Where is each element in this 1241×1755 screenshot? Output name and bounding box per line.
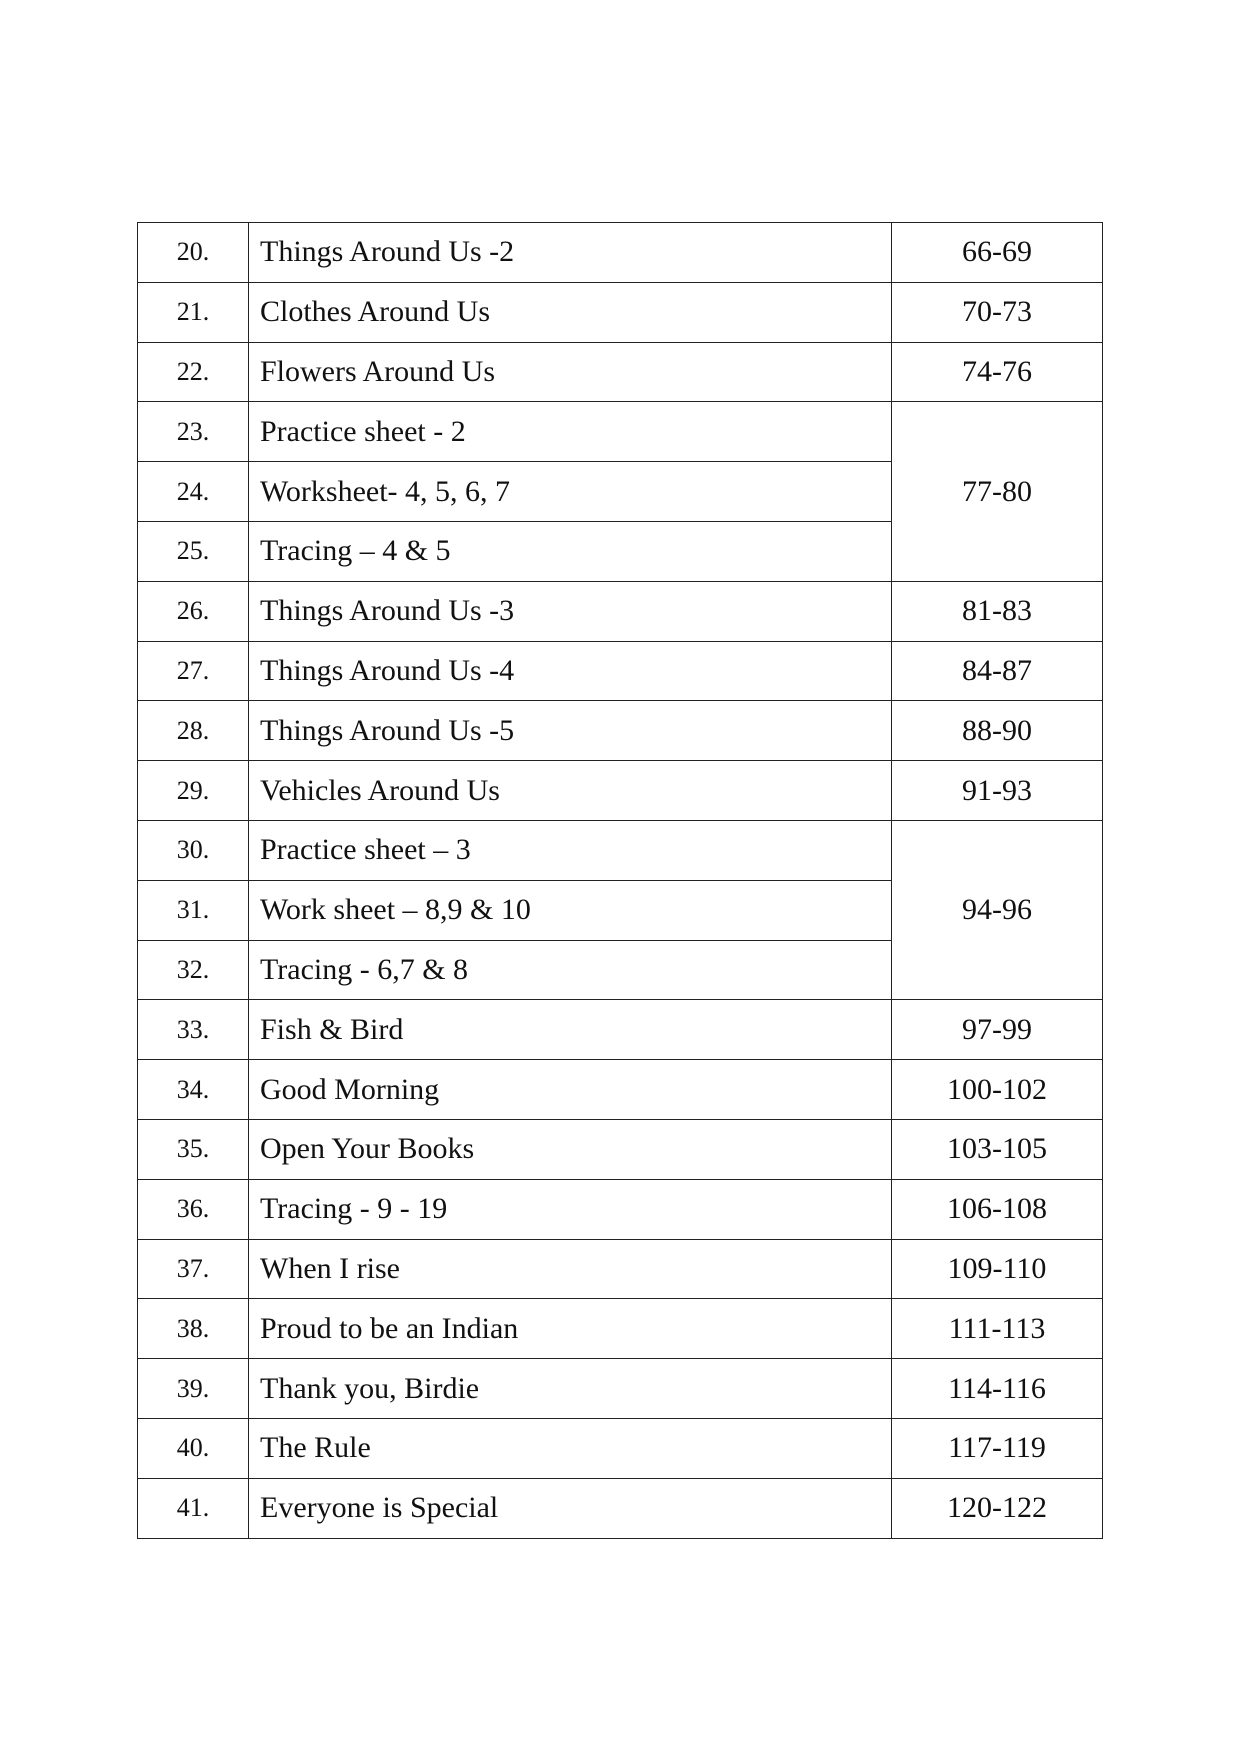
page-range: 109-110 bbox=[892, 1239, 1103, 1299]
page-range: 117-119 bbox=[892, 1418, 1103, 1478]
table-row bbox=[138, 1359, 1103, 1419]
lesson-title: Fish & Bird bbox=[249, 1000, 892, 1060]
lesson-number: 32. bbox=[138, 940, 249, 1000]
lesson-title: Open Your Books bbox=[249, 1119, 892, 1179]
table-row bbox=[138, 641, 1103, 701]
page-range: 70-73 bbox=[892, 282, 1103, 342]
lesson-title: When I rise bbox=[249, 1239, 892, 1299]
page-range: 111-113 bbox=[892, 1299, 1103, 1359]
lesson-title: Vehicles Around Us bbox=[249, 761, 892, 821]
lesson-number: 28. bbox=[138, 701, 249, 761]
table-row bbox=[138, 761, 1103, 821]
table-row bbox=[138, 402, 1103, 462]
table-row bbox=[138, 820, 1103, 880]
page-range: 77-80 bbox=[892, 402, 1103, 581]
lesson-number: 36. bbox=[138, 1179, 249, 1239]
table-row bbox=[138, 1179, 1103, 1239]
table-row bbox=[138, 1060, 1103, 1120]
contents-table bbox=[137, 222, 1103, 1539]
table-row bbox=[138, 701, 1103, 761]
lesson-title: The Rule bbox=[249, 1418, 892, 1478]
table-row bbox=[138, 581, 1103, 641]
lesson-number: 23. bbox=[138, 402, 249, 462]
lesson-title: Proud to be an Indian bbox=[249, 1299, 892, 1359]
page-range: 103-105 bbox=[892, 1119, 1103, 1179]
page-range: 91-93 bbox=[892, 761, 1103, 821]
page-range: 84-87 bbox=[892, 641, 1103, 701]
table-row bbox=[138, 342, 1103, 402]
table-row bbox=[138, 1000, 1103, 1060]
lesson-title: Things Around Us -5 bbox=[249, 701, 892, 761]
lesson-title: Clothes Around Us bbox=[249, 282, 892, 342]
lesson-number: 39. bbox=[138, 1359, 249, 1419]
page-range: 81-83 bbox=[892, 581, 1103, 641]
lesson-number: 22. bbox=[138, 342, 249, 402]
lesson-number: 31. bbox=[138, 880, 249, 940]
lesson-title: Good Morning bbox=[249, 1060, 892, 1120]
lesson-number: 35. bbox=[138, 1119, 249, 1179]
lesson-title: Everyone is Special bbox=[249, 1478, 892, 1538]
lesson-number: 29. bbox=[138, 761, 249, 821]
lesson-title: Flowers Around Us bbox=[249, 342, 892, 402]
page-range: 114-116 bbox=[892, 1359, 1103, 1419]
table-row bbox=[138, 223, 1103, 283]
table-row bbox=[138, 282, 1103, 342]
page-range: 97-99 bbox=[892, 1000, 1103, 1060]
lesson-number: 33. bbox=[138, 1000, 249, 1060]
page-range: 120-122 bbox=[892, 1478, 1103, 1538]
lesson-title: Things Around Us -2 bbox=[249, 223, 892, 283]
table-row bbox=[138, 1299, 1103, 1359]
lesson-number: 24. bbox=[138, 462, 249, 522]
lesson-number: 25. bbox=[138, 521, 249, 581]
page-range: 88-90 bbox=[892, 701, 1103, 761]
lesson-number: 27. bbox=[138, 641, 249, 701]
lesson-number: 26. bbox=[138, 581, 249, 641]
lesson-number: 38. bbox=[138, 1299, 249, 1359]
page-range: 94-96 bbox=[892, 820, 1103, 999]
lesson-number: 21. bbox=[138, 282, 249, 342]
page-range: 100-102 bbox=[892, 1060, 1103, 1120]
lesson-number: 41. bbox=[138, 1478, 249, 1538]
lesson-title: Worksheet- 4, 5, 6, 7 bbox=[249, 462, 892, 522]
lesson-title: Thank you, Birdie bbox=[249, 1359, 892, 1419]
lesson-number: 37. bbox=[138, 1239, 249, 1299]
lesson-title: Tracing – 4 & 5 bbox=[249, 521, 892, 581]
lesson-title: Things Around Us -4 bbox=[249, 641, 892, 701]
lesson-number: 40. bbox=[138, 1418, 249, 1478]
lesson-number: 30. bbox=[138, 820, 249, 880]
table-row bbox=[138, 1478, 1103, 1538]
lesson-title: Things Around Us -3 bbox=[249, 581, 892, 641]
table-row bbox=[138, 1239, 1103, 1299]
page-range: 106-108 bbox=[892, 1179, 1103, 1239]
page-range: 66-69 bbox=[892, 223, 1103, 283]
lesson-title: Tracing - 9 - 19 bbox=[249, 1179, 892, 1239]
table-row bbox=[138, 1418, 1103, 1478]
lesson-number: 34. bbox=[138, 1060, 249, 1120]
lesson-number: 20. bbox=[138, 223, 249, 283]
lesson-title: Practice sheet - 2 bbox=[249, 402, 892, 462]
lesson-title: Practice sheet – 3 bbox=[249, 820, 892, 880]
table-row bbox=[138, 1119, 1103, 1179]
lesson-title: Tracing - 6,7 & 8 bbox=[249, 940, 892, 1000]
lesson-title: Work sheet – 8,9 & 10 bbox=[249, 880, 892, 940]
page-range: 74-76 bbox=[892, 342, 1103, 402]
